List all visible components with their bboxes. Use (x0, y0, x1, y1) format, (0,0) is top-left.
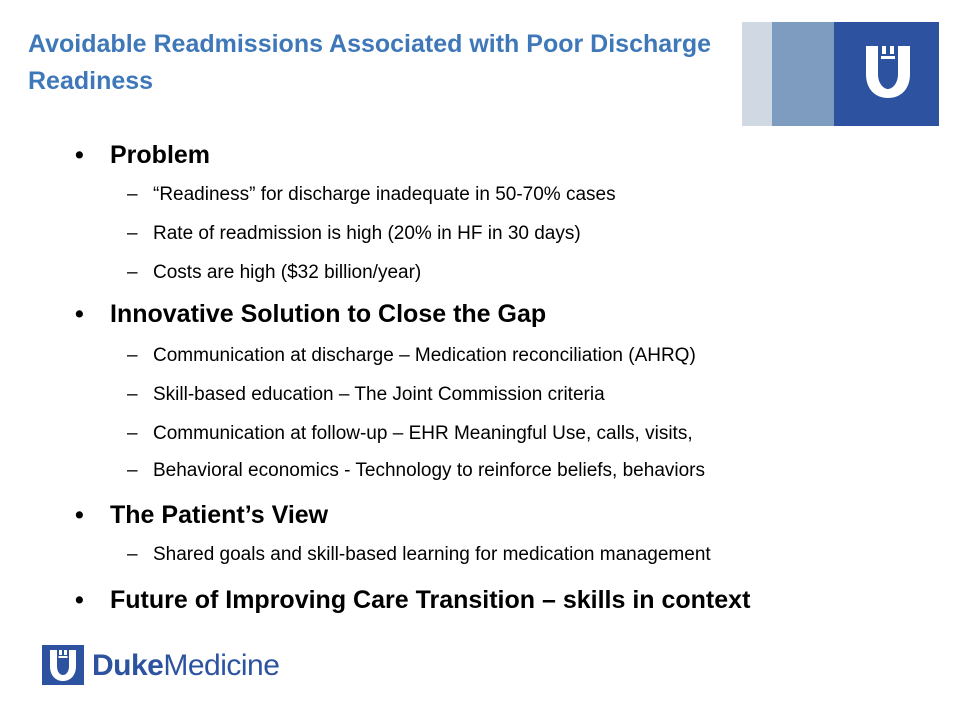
duke-shield-icon (862, 44, 914, 100)
dash-marker: – (127, 345, 138, 366)
sub-bullet-text: Behavioral economics - Technology to reinforce beliefs, behaviors (153, 460, 706, 481)
bullet-solution (75, 299, 547, 329)
bullet-heading: Future of Improving Care Transition – skills in context (110, 586, 751, 614)
dash-marker: – (127, 184, 138, 205)
sub-bullet-text: Shared goals and skill-based learning for medication management (153, 544, 711, 565)
dash-marker: – (127, 384, 138, 405)
bullet-future (75, 585, 751, 615)
brand-wordmark (92, 648, 279, 684)
sub-bullet-text: Communication at discharge – Medication reconciliation (AHRQ) (153, 345, 696, 366)
dash-marker: – (127, 544, 138, 565)
bullet-problem (75, 140, 211, 170)
bullet-heading: Innovative Solution to Close the Gap (110, 300, 547, 328)
bullet-marker: • (75, 586, 84, 614)
sub-bullet (127, 222, 581, 246)
brand-bold: Duke (92, 649, 164, 682)
dash-marker: – (127, 423, 138, 444)
sub-bullet-text: Costs are high ($32 billion/year) (153, 262, 422, 283)
sub-bullet (127, 383, 605, 407)
sub-bullet-text: Skill-based education – The Joint Commission criteria (153, 384, 605, 405)
sub-bullet-text: Communication at follow-up – EHR Meaningful Use, calls, visits, (153, 423, 693, 444)
sub-bullet (127, 543, 711, 567)
bullet-marker: • (75, 501, 84, 529)
slide-title: Avoidable Readmissions Associated with Poor Discharge Readiness (28, 30, 712, 95)
header-band-mid (772, 22, 834, 126)
bullet-heading: The Patient’s View (110, 501, 329, 529)
bullet-marker: • (75, 300, 84, 328)
dash-marker: – (127, 460, 138, 481)
sub-bullet-text: Rate of readmission is high (20% in HF in 30 days) (153, 223, 581, 244)
bullet-patient-view (75, 500, 329, 530)
sub-bullet (127, 344, 696, 368)
header-band-light (742, 22, 772, 126)
bullet-marker: • (75, 141, 84, 169)
sub-bullet (127, 261, 422, 285)
duke-shield-icon (42, 645, 84, 685)
sub-bullet (127, 459, 706, 483)
bullet-heading: Problem (110, 141, 211, 169)
dash-marker: – (127, 223, 138, 244)
sub-bullet (127, 183, 616, 207)
sub-bullet-text: “Readiness” for discharge inadequate in 50-70% cases (153, 184, 616, 205)
sub-bullet (127, 422, 693, 446)
dash-marker: – (127, 262, 138, 283)
brand-regular: Medicine (163, 649, 280, 682)
